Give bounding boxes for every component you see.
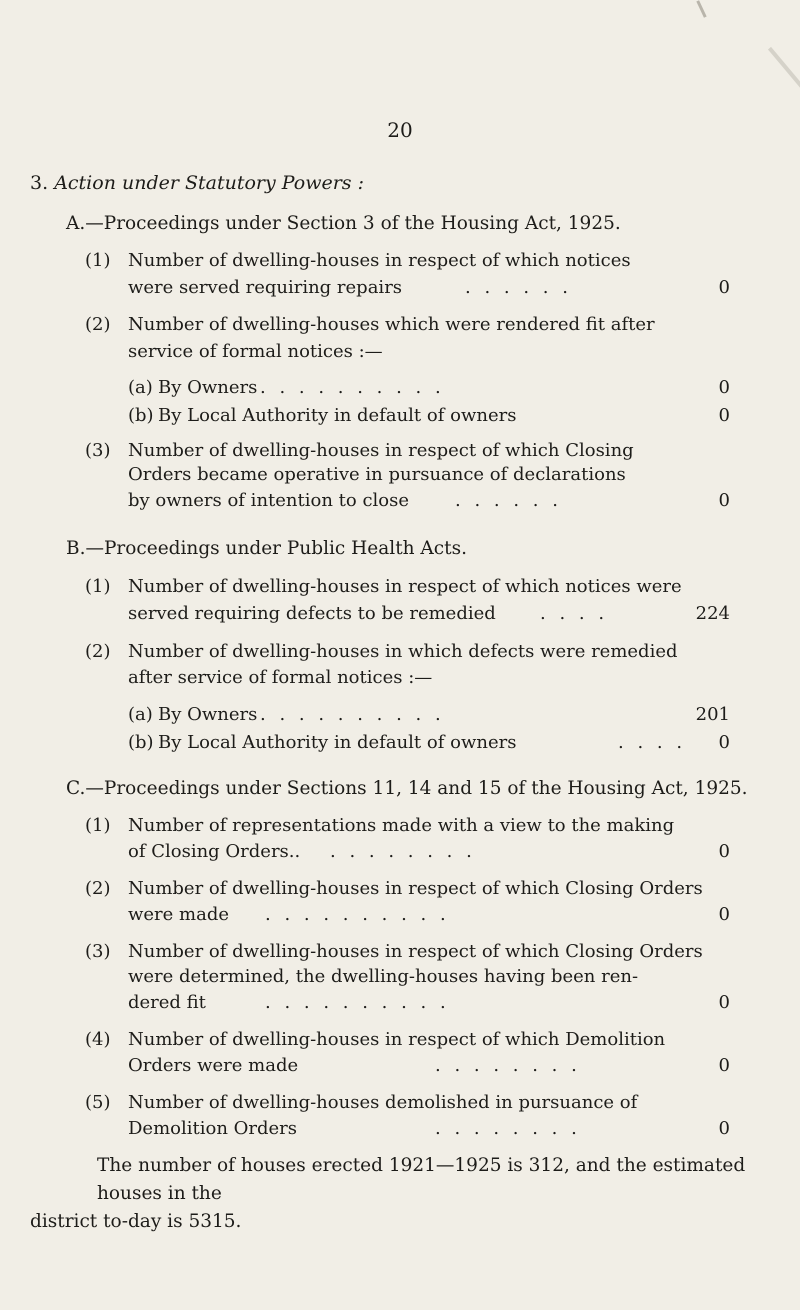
houses-summary-paragraph	[30, 1152, 790, 1236]
b2a-text: By Owners	[158, 704, 258, 725]
c4-value: 0	[718, 1055, 730, 1076]
a1-value: 0	[718, 277, 730, 298]
c2-leader: . . . . . . . . . .	[265, 904, 450, 925]
section-a-title: A.—Proceedings under Section 3 of the Housing Act, 1925.	[66, 213, 621, 234]
c1-line1: Number of representations made with a view to the making	[128, 815, 675, 836]
a2-line2: service of formal notices :—	[128, 341, 383, 362]
c1-number: (1)	[85, 815, 111, 836]
b2-line1: Number of dwelling-houses in which defects were remedied	[128, 641, 678, 662]
c5-leader: . . . . . . . .	[435, 1118, 581, 1139]
c5-line1: Number of dwelling-houses demolished in pursuance of	[128, 1092, 638, 1113]
b2b-value: 0	[718, 732, 730, 753]
c2-line1: Number of dwelling-houses in respect of which Closing Orders	[128, 878, 703, 899]
a2b-text: By Local Authority in default of owners	[158, 405, 517, 426]
a2-line1: Number of dwelling-houses which were rendered fit after	[128, 314, 655, 335]
a3-number: (3)	[85, 440, 111, 461]
a2-number: (2)	[85, 314, 111, 335]
c3-leader: . . . . . . . . . .	[265, 992, 450, 1013]
b2-line2: after service of formal notices :—	[128, 667, 433, 688]
a3-leader: . . . . . .	[455, 490, 562, 511]
b1-number: (1)	[85, 576, 111, 597]
page-number: 20	[387, 118, 413, 142]
scan-mark	[768, 47, 800, 103]
a2b-value: 0	[718, 405, 730, 426]
scan-mark	[696, 0, 706, 18]
c2-number: (2)	[85, 878, 111, 899]
a3-line1: Number of dwelling-houses in respect of which Closing	[128, 440, 634, 461]
b2b-text: By Local Authority in default of owners	[158, 732, 517, 753]
a2a-text: By Owners	[158, 377, 258, 398]
a2b-label: (b)	[128, 405, 154, 426]
a2a-label: (a)	[128, 377, 153, 398]
c1-value: 0	[718, 841, 730, 862]
a1-number: (1)	[85, 250, 111, 271]
c3-number: (3)	[85, 941, 111, 962]
section-heading	[30, 172, 364, 194]
c5-line2: Demolition Orders	[128, 1118, 298, 1139]
b1-line2: served requiring defects to be remedied	[128, 603, 496, 624]
a3-line3: by owners of intention to close	[128, 490, 410, 511]
b1-value: 224	[695, 603, 730, 624]
section-b-title: B.—Proceedings under Public Health Acts.	[66, 538, 467, 559]
a2a-value: 0	[718, 377, 730, 398]
c3-value: 0	[718, 992, 730, 1013]
a1-line2: were served requiring repairs	[128, 277, 403, 298]
heading-number: 3.	[30, 172, 49, 194]
b2a-label: (a)	[128, 704, 153, 725]
summary-line1: The number of houses erected 1921—1925 is 312, and the estimated houses in the	[97, 1155, 746, 1204]
b2a-leader: . . . . . . . . . .	[260, 704, 445, 725]
c5-value: 0	[718, 1118, 730, 1139]
c4-line1: Number of dwelling-houses in respect of which Demolition	[128, 1029, 666, 1050]
a3-line2: Orders became operative in pursuance of declarations	[128, 464, 626, 485]
a3-value: 0	[718, 490, 730, 511]
b2b-label: (b)	[128, 732, 154, 753]
c1-line2: of Closing Orders..	[128, 841, 301, 862]
section-c-title: C.—Proceedings under Sections 11, 14 and 15 of the Housing Act, 1925.	[66, 778, 748, 799]
c1-leader: . . . . . . . .	[330, 841, 476, 862]
c3-line1: Number of dwelling-houses in respect of which Closing Orders	[128, 941, 703, 962]
c4-leader: . . . . . . . .	[435, 1055, 581, 1076]
c5-number: (5)	[85, 1092, 111, 1113]
b1-line1: Number of dwelling-houses in respect of which notices were	[128, 576, 682, 597]
a2a-leader: . . . . . . . . . .	[260, 377, 445, 398]
c3-line3: dered fit	[128, 992, 206, 1013]
c4-line2: Orders were made	[128, 1055, 299, 1076]
c2-value: 0	[718, 904, 730, 925]
c2-line2: were made	[128, 904, 230, 925]
b2-number: (2)	[85, 641, 111, 662]
c3-line2: were determined, the dwelling-houses having been ren-	[128, 966, 639, 987]
b1-leader: . . . .	[540, 603, 609, 624]
b2b-leader: . . . .	[618, 732, 687, 753]
heading-title: Action under Statutory Powers :	[54, 172, 364, 194]
b2a-value: 201	[695, 704, 730, 725]
a1-leader: . . . . . .	[465, 277, 572, 298]
summary-line2: district to-day is 5315.	[30, 1211, 242, 1232]
c4-number: (4)	[85, 1029, 111, 1050]
a1-line1: Number of dwelling-houses in respect of which notices	[128, 250, 631, 271]
